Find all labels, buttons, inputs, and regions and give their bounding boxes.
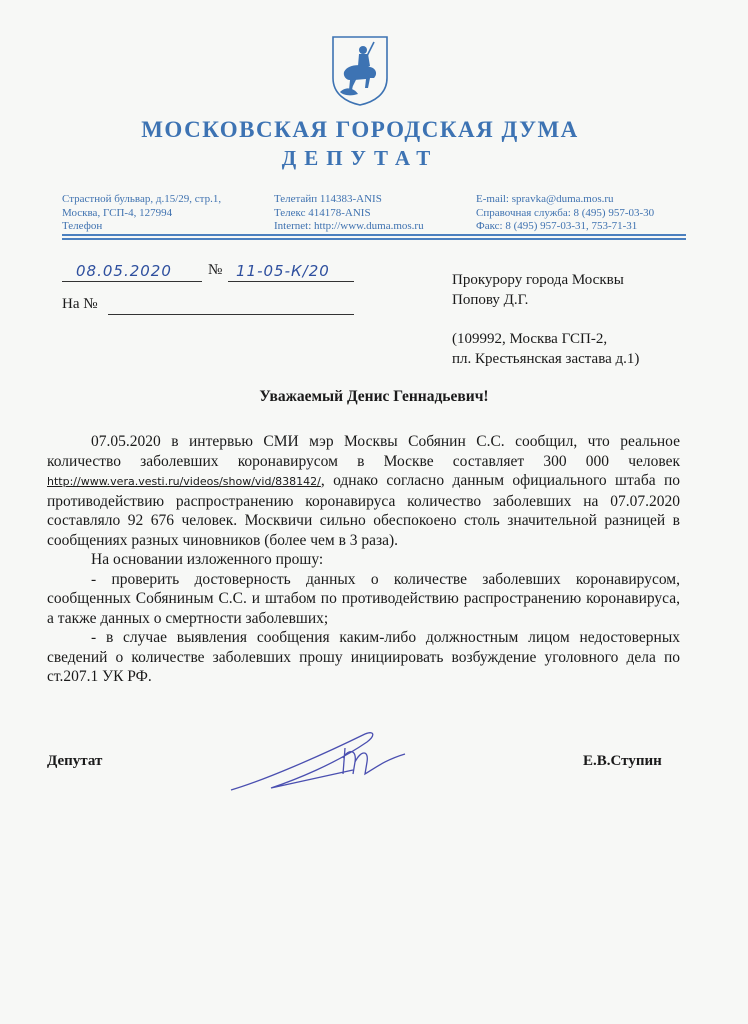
letter-body: [47, 432, 680, 687]
contact-line: Факс: 8 (495) 957-03-31, 753-71-31: [476, 220, 638, 232]
contact-line: Телекс 414178-ANIS: [274, 206, 371, 219]
contact-line: Телетайп 114383-ANIS: [274, 193, 382, 205]
org-subtitle: ДЕПУТАТ: [281, 146, 439, 170]
address-line: (109992, Москва ГСП-2,: [452, 331, 608, 347]
signer-name: Е.В.Ступин: [583, 753, 662, 769]
paragraph-text: , однако согласно данным официального штаба по противодействию распространению коронавируса количество заболевших на 07.07.2020 составляло 92 676 человек. Москвичи сильно обеспокоено столь значительной разницей в сообщениях разных чиновников (более чем в 3 раза).: [47, 472, 680, 549]
org-title: МОСКОВСКАЯ ГОРОДСКАЯ ДУМА: [141, 117, 579, 142]
handwritten-number: 11-05-К/20: [236, 262, 330, 280]
recipient-block: [452, 270, 624, 310]
contact-line: Телефон: [62, 220, 103, 232]
contact-telex-block: [274, 193, 424, 234]
signer-position: Депутат: [47, 753, 103, 769]
handwritten-date: 08.05.2020: [76, 262, 172, 280]
moscow-coat-of-arms-icon: [330, 34, 390, 106]
address-line: пл. Крестьянская застава д.1): [452, 351, 640, 367]
contact-line: E-mail: spravka@duma.mos.ru: [476, 193, 614, 205]
request-item-1: - проверить достоверность данных о количестве заболевших коронавирусом, сообщенных Собяниным С.С. и штабом по противодействию распространению коронавируса, а также данных о смертности заболевших;: [47, 570, 680, 627]
contact-address-block: [62, 193, 221, 234]
number-field: [228, 262, 354, 282]
contact-email-block: [476, 193, 654, 234]
contact-line: Москва, ГСП-4, 127994: [62, 206, 173, 219]
header-divider: [62, 238, 686, 240]
request-item-2: - в случае выявления сообщения каким-либо должностным лицом недостоверных сведений о количестве заболевших прошу инициировать возбуждение уголовного дела по ст.207.1 УК РФ.: [47, 629, 680, 685]
paragraph-text: 07.05.2020 в интервью СМИ мэр Москвы Собянин С.С. сообщил, что реальное количество заболевших коронавирусом в Москве составляет 300 000 человек: [47, 433, 680, 470]
source-link[interactable]: http://www.vera.vesti.ru/videos/show/vid/838142/: [47, 475, 321, 488]
reply-label: На №: [62, 296, 98, 312]
contact-line: Страстной бульвар, д.15/29, стр.1,: [62, 193, 222, 205]
handwritten-signature: [225, 718, 425, 798]
contact-line: Internet: http://www.duma.mos.ru: [274, 220, 424, 232]
recipient-address: [452, 329, 639, 369]
contact-line: Справочная служба: 8 (495) 957-03-30: [476, 206, 655, 219]
greeting: Уважаемый Денис Геннадьевич!: [259, 388, 489, 405]
reply-number-field: [108, 298, 354, 315]
date-field: [62, 262, 202, 282]
number-label: №: [208, 262, 223, 278]
header-divider: [62, 234, 686, 236]
paragraph-main: [47, 432, 680, 550]
recipient-line: Попову Д.Г.: [452, 292, 529, 308]
paragraph-request: На основании изложенного прошу:: [91, 551, 324, 568]
recipient-line: Прокурору города Москвы: [452, 272, 624, 288]
